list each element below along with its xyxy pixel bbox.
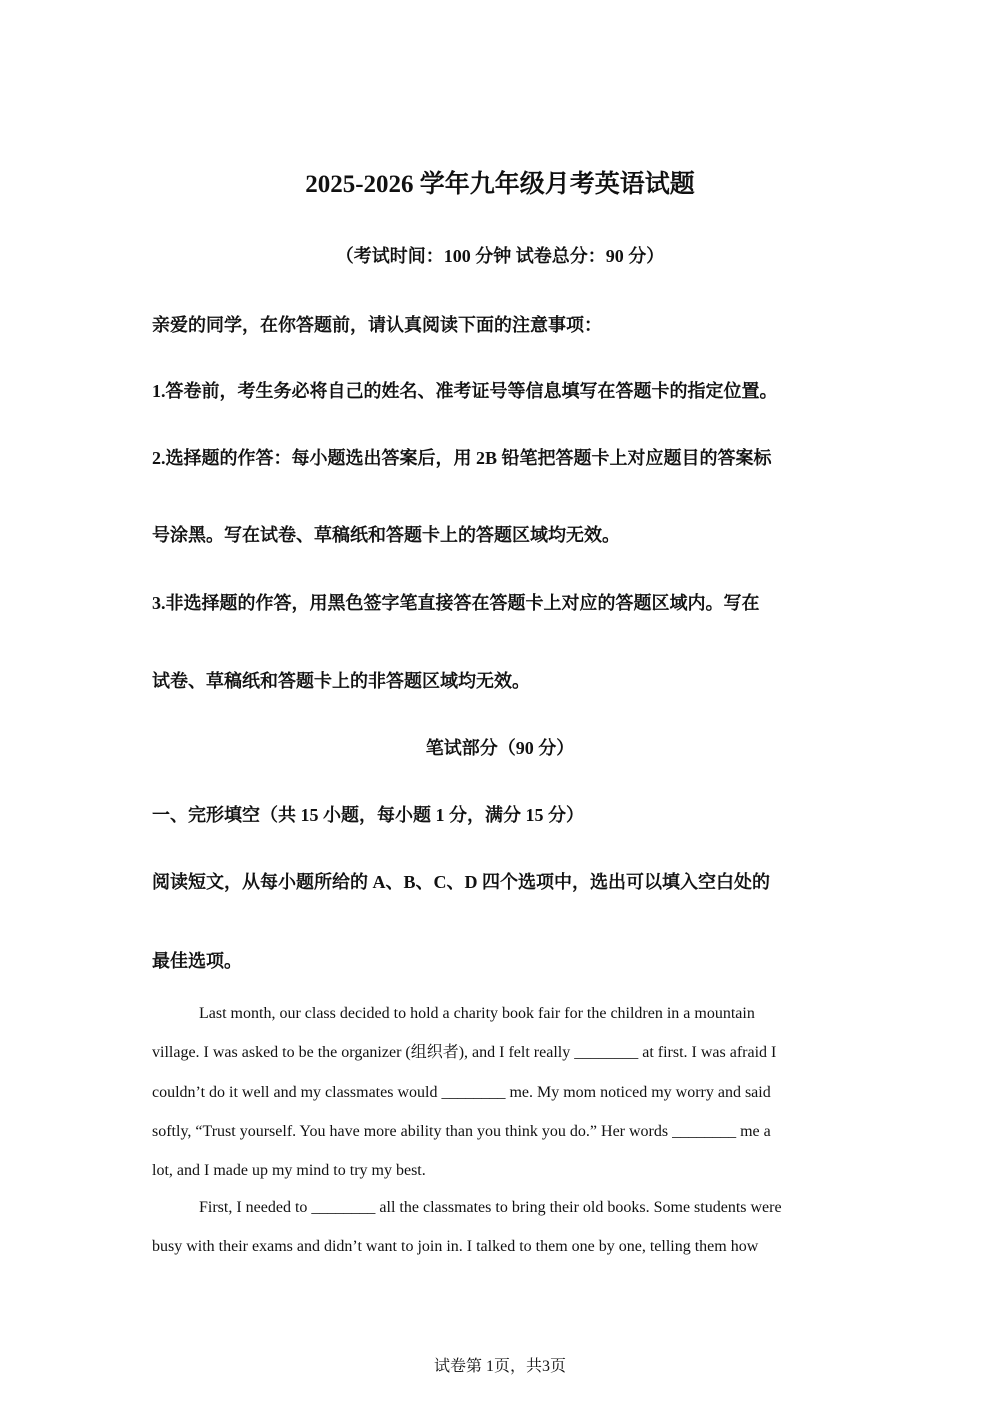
notice-item-3-line-2: 试卷、草稿纸和答题卡上的非答题区域均无效。: [152, 671, 530, 691]
section-heading: 一、完形填空（共 15 小题，每小题 1 分，满分 15 分）: [152, 805, 584, 825]
exam-title: 2025-2026 学年九年级月考英语试题: [305, 171, 695, 198]
passage-line: Last month, our class decided to hold a charity book fair for the children in a mountain: [199, 1005, 755, 1022]
notice-item-2-line-2: 号涂黑。写在试卷、草稿纸和答题卡上的答题区域均无效。: [152, 525, 620, 545]
passage-line: busy with their exams and didn’t want to join in. I talked to them one by one, telling them how: [152, 1238, 759, 1255]
passage-line: couldn’t do it well and my classmates would ________ me. My mom noticed my worry and said: [152, 1084, 771, 1101]
page-footer: 试卷第 1页，共3页: [433, 1358, 566, 1375]
notice-item-1: 1.答卷前，考生务必将自己的姓名、准考证号等信息填写在答题卡的指定位置。: [152, 381, 778, 401]
passage-line: village. I was asked to be the organizer (组织者), and I felt really ________ at first. I was afraid I: [152, 1044, 777, 1061]
notice-intro: 亲爱的同学，在你答题前，请认真阅读下面的注意事项：: [152, 315, 602, 335]
notice-item-2-line-1: 2.选择题的作答：每小题选出答案后，用 2B 铅笔把答题卡上对应题目的答案标: [152, 448, 772, 468]
passage-line: lot, and I made up my mind to try my best.: [152, 1162, 426, 1179]
passage-line: First, I needed to ________ all the classmates to bring their old books. Some students were: [199, 1199, 782, 1216]
part-title: 笔试部分（90 分）: [425, 738, 575, 758]
notice-item-3-line-1: 3.非选择题的作答，用黑色签字笔直接答在答题卡上对应的答题区域内。写在: [152, 593, 760, 613]
exam-subtitle: （考试时间：100 分钟 试卷总分：90 分）: [335, 246, 665, 266]
section-instruction-line-2: 最佳选项。: [152, 951, 242, 971]
section-instruction-line-1: 阅读短文，从每小题所给的 A、B、C、D 四个选项中，选出可以填入空白处的: [152, 872, 770, 892]
passage-line: softly, “Trust yourself. You have more ability than you think you do.” Her words ________ me a: [152, 1123, 771, 1140]
